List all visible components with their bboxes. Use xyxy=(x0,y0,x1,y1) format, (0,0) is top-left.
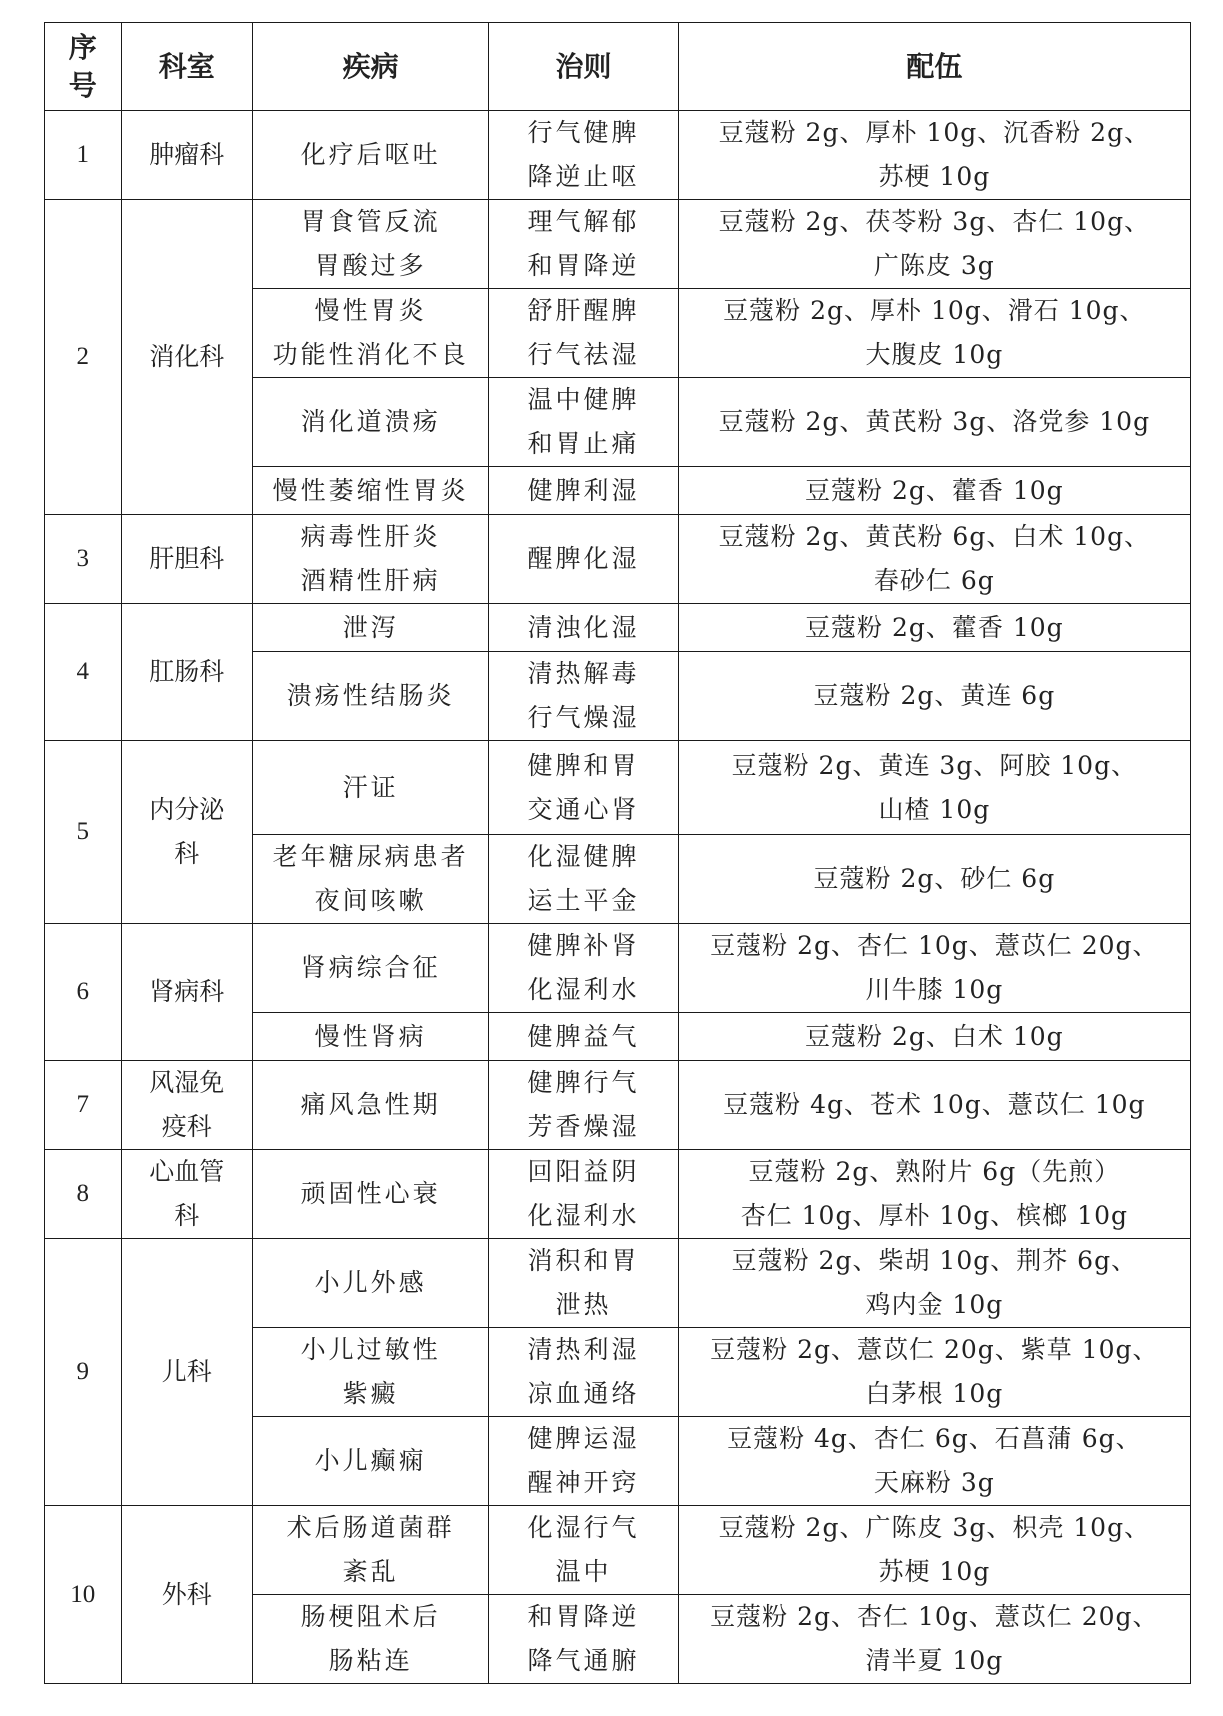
header-department: 科室 xyxy=(121,23,252,111)
formula-line: 豆蔻粉 2g、藿香 10g xyxy=(805,612,1064,642)
department-line: 肝胆科 xyxy=(149,544,225,573)
department-line: 内分泌 xyxy=(149,795,225,824)
treatment-cell xyxy=(489,515,678,604)
disease-line: 功能性消化不良 xyxy=(272,340,469,369)
disease-cell xyxy=(252,1328,488,1417)
table-row xyxy=(45,111,1191,200)
disease-line: 汗证 xyxy=(342,772,399,802)
formula-cell xyxy=(678,1150,1190,1239)
treatment-line: 行气健脾 xyxy=(527,118,640,147)
treatment-line: 和胃降逆 xyxy=(527,251,640,280)
formula-line: 春砂仁 6g xyxy=(873,566,995,595)
formula-cell xyxy=(678,1328,1190,1417)
disease-cell xyxy=(252,1061,488,1150)
formula-cell xyxy=(678,741,1190,835)
formula-cell xyxy=(678,924,1190,1013)
formula-line: 川牛膝 10g xyxy=(865,975,1004,1004)
disease-line: 泄泻 xyxy=(342,612,399,642)
treatment-line: 化湿健脾 xyxy=(527,842,640,871)
treatment-line: 行气燥湿 xyxy=(527,703,640,732)
disease-line: 紫癜 xyxy=(342,1379,399,1408)
seq-cell: 6 xyxy=(45,924,122,1061)
disease-cell xyxy=(252,924,488,1013)
prescription-table xyxy=(44,22,1191,1684)
header-treatment: 治则 xyxy=(489,23,678,111)
disease-line: 慢性萎缩性胃炎 xyxy=(272,475,469,505)
formula-line: 白茅根 10g xyxy=(865,1379,1004,1408)
department-line: 科 xyxy=(174,1201,200,1230)
treatment-cell xyxy=(489,652,678,741)
treatment-line: 理气解郁 xyxy=(527,207,640,236)
department-cell xyxy=(121,1239,252,1506)
formula-cell xyxy=(678,1239,1190,1328)
department-line: 外科 xyxy=(161,1579,212,1609)
formula-line: 广陈皮 3g xyxy=(873,251,995,280)
treatment-line: 清浊化湿 xyxy=(527,612,640,642)
treatment-line: 和胃降逆 xyxy=(527,1602,640,1631)
department-line: 消化科 xyxy=(149,342,225,371)
department-line: 风湿免 xyxy=(149,1068,225,1097)
treatment-cell xyxy=(489,378,678,467)
disease-line: 溃疡性结肠炎 xyxy=(286,681,455,710)
treatment-cell xyxy=(489,1150,678,1239)
formula-line: 豆蔻粉 2g、杏仁 10g、薏苡仁 20g、 xyxy=(710,1602,1159,1631)
treatment-line: 温中健脾 xyxy=(527,385,640,414)
treatment-line: 温中 xyxy=(555,1557,612,1586)
treatment-line: 健脾利湿 xyxy=(527,475,640,505)
department-line: 心血管 xyxy=(149,1157,225,1186)
treatment-line: 醒神开窍 xyxy=(527,1468,640,1497)
disease-line: 肾病综合征 xyxy=(300,953,441,982)
formula-line: 豆蔻粉 2g、柴胡 10g、荆芥 6g、 xyxy=(731,1246,1138,1275)
formula-cell xyxy=(678,1417,1190,1506)
treatment-cell xyxy=(489,289,678,378)
seq-cell: 4 xyxy=(45,604,122,741)
formula-line: 清半夏 10g xyxy=(865,1646,1004,1675)
table-row xyxy=(45,1061,1191,1150)
formula-line: 苏梗 10g xyxy=(878,162,991,191)
department-cell xyxy=(121,1506,252,1684)
formula-line: 豆蔻粉 2g、杏仁 10g、薏苡仁 20g、 xyxy=(710,931,1159,960)
treatment-cell xyxy=(489,1595,678,1684)
formula-line: 豆蔻粉 2g、茯苓粉 3g、杏仁 10g、 xyxy=(718,207,1151,236)
treatment-cell xyxy=(489,200,678,289)
treatment-line: 降气通腑 xyxy=(527,1646,640,1675)
table-row xyxy=(45,1239,1191,1328)
treatment-line: 芳香燥湿 xyxy=(527,1112,640,1141)
formula-line: 豆蔻粉 2g、厚朴 10g、沉香粉 2g、 xyxy=(718,118,1151,147)
treatment-line: 健脾和胃 xyxy=(527,750,640,780)
seq-cell: 7 xyxy=(45,1061,122,1150)
disease-cell xyxy=(252,741,488,835)
department-cell xyxy=(121,111,252,200)
treatment-cell xyxy=(489,1061,678,1150)
formula-cell xyxy=(678,835,1190,924)
disease-cell xyxy=(252,835,488,924)
department-cell xyxy=(121,200,252,515)
disease-line: 顽固性心衰 xyxy=(300,1179,441,1208)
formula-cell xyxy=(678,604,1190,652)
formula-line: 豆蔻粉 2g、厚朴 10g、滑石 10g、 xyxy=(723,296,1146,325)
disease-line: 痛风急性期 xyxy=(300,1090,441,1119)
formula-line: 豆蔻粉 2g、熟附片 6g（先煎） xyxy=(748,1157,1121,1186)
formula-line: 豆蔻粉 2g、砂仁 6g xyxy=(813,864,1056,893)
table-row xyxy=(45,200,1191,289)
disease-cell xyxy=(252,604,488,652)
disease-line: 病毒性肝炎 xyxy=(300,522,441,551)
treatment-line: 交通心肾 xyxy=(527,794,640,824)
disease-line: 小儿过敏性 xyxy=(300,1335,441,1364)
disease-cell xyxy=(252,1417,488,1506)
treatment-cell xyxy=(489,1417,678,1506)
formula-line: 豆蔻粉 2g、藿香 10g xyxy=(805,475,1064,505)
table-row xyxy=(45,1150,1191,1239)
department-cell xyxy=(121,604,252,741)
seq-cell: 8 xyxy=(45,1150,122,1239)
treatment-line: 行气祛湿 xyxy=(527,340,640,369)
header-seq-line-2: 号 xyxy=(68,68,97,102)
formula-line: 豆蔻粉 2g、广陈皮 3g、枳壳 10g、 xyxy=(718,1513,1151,1542)
formula-cell xyxy=(678,200,1190,289)
header-disease: 疾病 xyxy=(252,23,488,111)
treatment-line: 凉血通络 xyxy=(527,1379,640,1408)
disease-line: 胃食管反流 xyxy=(300,207,441,236)
treatment-line: 健脾补肾 xyxy=(527,931,640,960)
disease-line: 肠粘连 xyxy=(328,1646,413,1675)
formula-line: 豆蔻粉 2g、黄芪粉 6g、白术 10g、 xyxy=(718,522,1151,551)
treatment-cell xyxy=(489,1328,678,1417)
treatment-line: 消积和胃 xyxy=(527,1246,640,1275)
formula-line: 豆蔻粉 2g、黄连 6g xyxy=(813,681,1056,710)
department-line: 科 xyxy=(174,839,200,868)
disease-cell xyxy=(252,467,488,515)
department-cell xyxy=(121,1061,252,1150)
disease-cell xyxy=(252,515,488,604)
formula-cell xyxy=(678,652,1190,741)
disease-cell xyxy=(252,1506,488,1595)
formula-cell xyxy=(678,1595,1190,1684)
treatment-line: 清热解毒 xyxy=(527,659,640,688)
treatment-line: 清热利湿 xyxy=(527,1335,640,1364)
treatment-line: 健脾益气 xyxy=(527,1021,640,1051)
formula-cell xyxy=(678,289,1190,378)
formula-line: 杏仁 10g、厚朴 10g、槟榔 10g xyxy=(740,1201,1128,1230)
department-cell xyxy=(121,1150,252,1239)
treatment-line: 舒肝醒脾 xyxy=(527,296,640,325)
department-line: 肾病科 xyxy=(149,977,225,1006)
formula-line: 天麻粉 3g xyxy=(873,1468,995,1497)
formula-line: 大腹皮 10g xyxy=(865,340,1004,369)
department-cell xyxy=(121,515,252,604)
disease-cell xyxy=(252,111,488,200)
disease-line: 慢性胃炎 xyxy=(314,296,427,325)
treatment-line: 泄热 xyxy=(555,1290,612,1319)
treatment-line: 运土平金 xyxy=(527,886,640,915)
disease-cell xyxy=(252,1595,488,1684)
seq-cell: 9 xyxy=(45,1239,122,1506)
seq-cell: 10 xyxy=(45,1506,122,1684)
treatment-line: 化湿行气 xyxy=(527,1513,640,1542)
disease-line: 酒精性肝病 xyxy=(300,566,441,595)
treatment-line: 和胃止痛 xyxy=(527,429,640,458)
treatment-line: 化湿利水 xyxy=(527,1201,640,1230)
disease-line: 小儿外感 xyxy=(314,1268,427,1297)
treatment-cell xyxy=(489,835,678,924)
table-row xyxy=(45,604,1191,652)
formula-cell xyxy=(678,1013,1190,1061)
disease-line: 紊乱 xyxy=(342,1557,399,1586)
seq-cell: 5 xyxy=(45,741,122,924)
treatment-cell xyxy=(489,604,678,652)
disease-cell xyxy=(252,1239,488,1328)
disease-line: 慢性肾病 xyxy=(314,1021,427,1051)
formula-line: 豆蔻粉 2g、黄连 3g、阿胶 10g、 xyxy=(731,750,1138,780)
department-line: 肿瘤科 xyxy=(149,140,225,169)
formula-line: 豆蔻粉 4g、苍术 10g、薏苡仁 10g xyxy=(723,1090,1146,1119)
formula-line: 豆蔻粉 2g、黄芪粉 3g、洛党参 10g xyxy=(718,407,1151,436)
treatment-line: 回阳益阴 xyxy=(527,1157,640,1186)
formula-line: 苏梗 10g xyxy=(878,1557,991,1586)
formula-line: 豆蔻粉 4g、杏仁 6g、石菖蒲 6g、 xyxy=(727,1424,1142,1453)
department-line: 疫科 xyxy=(161,1112,212,1141)
table-row xyxy=(45,1506,1191,1595)
formula-line: 豆蔻粉 2g、白术 10g xyxy=(805,1021,1064,1051)
treatment-cell xyxy=(489,1239,678,1328)
disease-line: 肠梗阻术后 xyxy=(300,1602,441,1631)
table-row xyxy=(45,741,1191,835)
department-cell xyxy=(121,924,252,1061)
department-cell xyxy=(121,741,252,924)
formula-cell xyxy=(678,467,1190,515)
department-line: 肛肠科 xyxy=(149,657,225,686)
disease-line: 术后肠道菌群 xyxy=(286,1513,455,1542)
formula-cell xyxy=(678,1506,1190,1595)
treatment-line: 健脾行气 xyxy=(527,1068,640,1097)
table-row xyxy=(45,515,1191,604)
formula-cell xyxy=(678,111,1190,200)
disease-line: 夜间咳嗽 xyxy=(314,886,427,915)
disease-cell xyxy=(252,1013,488,1061)
seq-cell: 2 xyxy=(45,200,122,515)
seq-cell: 1 xyxy=(45,111,122,200)
treatment-line: 化湿利水 xyxy=(527,975,640,1004)
disease-cell xyxy=(252,200,488,289)
header-seq xyxy=(45,23,122,111)
header-formula: 配伍 xyxy=(678,23,1190,111)
seq-cell: 3 xyxy=(45,515,122,604)
treatment-line: 醒脾化湿 xyxy=(527,544,640,573)
disease-line: 小儿癫痫 xyxy=(314,1446,427,1475)
formula-cell xyxy=(678,515,1190,604)
disease-cell xyxy=(252,652,488,741)
formula-line: 豆蔻粉 2g、薏苡仁 20g、紫草 10g、 xyxy=(710,1335,1159,1364)
disease-line: 胃酸过多 xyxy=(314,251,427,280)
treatment-cell xyxy=(489,924,678,1013)
formula-cell xyxy=(678,378,1190,467)
formula-line: 山楂 10g xyxy=(878,794,991,824)
header-seq-line-1: 序 xyxy=(68,30,97,64)
header-row xyxy=(45,23,1191,111)
formula-line: 鸡内金 10g xyxy=(865,1290,1004,1319)
disease-cell xyxy=(252,289,488,378)
disease-line: 老年糖尿病患者 xyxy=(272,842,469,871)
treatment-cell xyxy=(489,741,678,835)
treatment-cell xyxy=(489,1013,678,1061)
table-row xyxy=(45,924,1191,1013)
formula-cell xyxy=(678,1061,1190,1150)
department-line: 儿科 xyxy=(161,1357,212,1386)
treatment-cell xyxy=(489,467,678,515)
treatment-line: 健脾运湿 xyxy=(527,1424,640,1453)
treatment-line: 降逆止呕 xyxy=(527,162,640,191)
treatment-cell xyxy=(489,1506,678,1595)
disease-line: 消化道溃疡 xyxy=(300,407,441,436)
disease-cell xyxy=(252,1150,488,1239)
disease-line: 化疗后呕吐 xyxy=(300,140,441,169)
treatment-cell xyxy=(489,111,678,200)
disease-cell xyxy=(252,378,488,467)
